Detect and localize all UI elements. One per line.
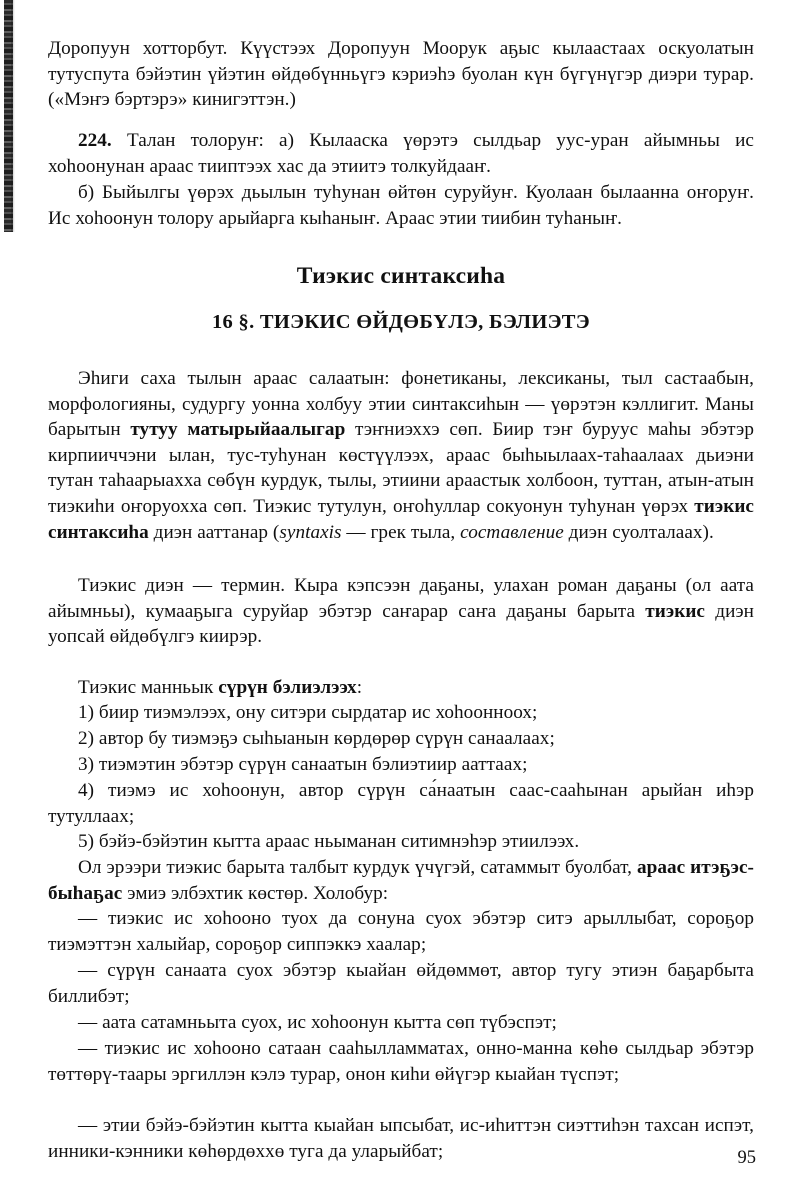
p2-bold-tiekis: тиэкис <box>645 600 705 622</box>
p1-text-b: тэҥниэххэ сөп. Биир тэҥ буруус маһы эбэтэр кирпииччэни ылан, тус-туһунан көстүүлээх, араас быһыылаах-таһаалаах дьиэни тутан таһаарыахха сөбүн курдук, тылы, этиини араастык холбоон, туттан, атын-атын тиэкиһи оҥоруохха сөп. Тиэкис тутулун, оҥоһуллар сокуонун туһунан үөрэх <box>48 419 754 517</box>
list-item-3-text: 3) тиэмэтин эбэтэр сүрүн санаатын бэлиэтиир ааттаах; <box>78 754 528 775</box>
list-item <box>48 778 754 829</box>
p4-text-a: Ол эрээри тиэкис барыта талбыт курдук үчүгэй, сатаммыт буолбат, <box>78 857 637 878</box>
p2-text-b: диэн уопсай өйдөбүлгэ киирэр. <box>48 600 754 648</box>
p3-text-b: : <box>356 677 363 698</box>
body-paragraph-4 <box>48 855 754 906</box>
list-item <box>48 700 754 726</box>
list-item-4-text: 4) тиэмэ ис хоһоонун, автор сүрүн са́наатын саас-сааһынан арыйан иһэр тутуллаах; <box>48 780 754 827</box>
exercise-number: 224. <box>78 130 112 151</box>
dash-item-1-text: — тиэкис ис хоһооно туох да сонуна суох эбэтэр ситэ арыллыбат, сороҕор тиэмэттэн халыйар, сороҕор сиппэккэ хаалар; <box>48 908 754 955</box>
p1-italic-syntaxis: syntaxis <box>279 521 342 543</box>
list-item <box>48 1113 754 1164</box>
p3-bold-surun-belielaeekh: сүрүн бэлиэлээх <box>218 677 357 698</box>
list-item <box>48 829 754 855</box>
dash-item-5-text: — этии бэйэ-бэйэтин кытта кыайан ыпсыбат, ис-иһиттэн сиэттиһэн тахсан испэт, инники-кэнники көһөрдөххө туга да уларыйбат; <box>48 1115 754 1162</box>
body-paragraph-3 <box>48 675 754 701</box>
p1-bold-tiekis-sintaksiha: тиэкис синтаксиһа <box>48 495 754 543</box>
top-paragraph-text: Доропуун хотторбут. Күүстээх Доропуун Моорук аҕыс кылаастаах оскуолатын тутуспута бэйэтин үйэтин өйдөбүнньүгэ кэриэһэ буолан күн бүгүнүгэр диэри турар. («Мэҥэ бэртэрэ» кинигэттэн.) <box>48 38 754 111</box>
p3-text-a: Тиэкис манньык <box>78 677 219 698</box>
paragraph-continuation <box>48 36 754 113</box>
heading-block <box>48 262 754 334</box>
p4-bold-araas-itehes-byhahas: араас итэҕэс-быһаҕас <box>48 857 754 904</box>
exercise-part-b-text: б) Быйылгы үөрэх дьылын туһунан өйтөн суруйуҥ. Куолаан былаанна оҥоруҥ. Ис хоһоонун толору арыйарга кыһаныҥ. Араас этии тиибин туһаныҥ. <box>48 182 754 229</box>
list-item <box>48 958 754 1009</box>
exercise-224-part-b <box>48 180 754 231</box>
p1-bold-tutuu-matyryjaalygar: тутуу матырыйаалыгар <box>130 419 346 441</box>
p1-text-e: диэн суолталаах). <box>563 521 714 543</box>
p2-text-a: Тиэкис диэн — термин. Кыра кэпсээн даҕаны, улахан роман даҕаны (ол аата айымньы), кумааҕыга суруйар эбэтэр саҥарар саҥа даҕаны барыта <box>48 575 754 622</box>
dash-item-2-text: — сүрүн санаата суох эбэтэр кыайан өйдөммөт, автор тугу этиэн баҕарбыта биллибэт; <box>48 960 754 1007</box>
chapter-title: Тиэкис синтаксиһа <box>296 263 506 289</box>
body-paragraph-2 <box>48 573 754 650</box>
list-item-2-text: 2) автор бу тиэмэҕэ сыһыанын көрдөрөр сүрүн санаалаах; <box>78 728 555 749</box>
scan-edge-artifact <box>4 0 13 232</box>
p1-italic-sostavlenie: составление <box>460 521 564 543</box>
list-item <box>48 752 754 778</box>
list-item-1-text: 1) биир тиэмэлээх, ону ситэри сырдатар ис хоһоонноох; <box>78 702 538 723</box>
exercise-224 <box>48 128 754 179</box>
exercise-part-a: Талан толоруҥ: а) Кылааска үөрэтэ сылдьар уус-уран айымньы ис хоһоонунан араас тииптээх хас да этиитэ толкуйдааҥ. <box>48 130 754 177</box>
dash-item-4-text: — тиэкис ис хоһооно сатаан сааһылламматах, онно-манна көһө сылдьар эбэтэр төттөрү-таары эргиллэн кэлэ турар, онон киһи өйүгэр кыайан түспэт; <box>48 1038 754 1085</box>
dash-item-3-text: — аата сатамньыта суох, ис хоһоонун кытта сөп түбэспэт; <box>78 1012 557 1033</box>
list-item <box>48 1010 754 1036</box>
p4-text-b: эмиэ элбэхтик көстөр. Холобур: <box>122 882 389 904</box>
page-number: 95 <box>737 1148 756 1168</box>
p1-text-c: диэн ааттанар ( <box>148 521 280 543</box>
list-item <box>48 726 754 752</box>
body-paragraph-1 <box>48 366 754 545</box>
p1-text-d: — грек тыла, <box>341 521 461 543</box>
section-title: 16 §. ТИЭКИС ӨЙДӨБҮЛЭ, БЭЛИЭТЭ <box>212 311 590 333</box>
list-item-5-text: 5) бэйэ-бэйэтин кытта араас ньыманан ситимнэһэр этиилээх. <box>78 831 580 852</box>
list-item <box>48 1036 754 1087</box>
list-item <box>48 906 754 957</box>
p1-text-a: Эһиги саха тылын араас салаатын: фонетиканы, лексиканы, тыл састаабын, морфологияны, судургу уонна холбуу этии синтаксиһын — үөрэтэн кэллигит. Маны барытын <box>48 368 754 441</box>
